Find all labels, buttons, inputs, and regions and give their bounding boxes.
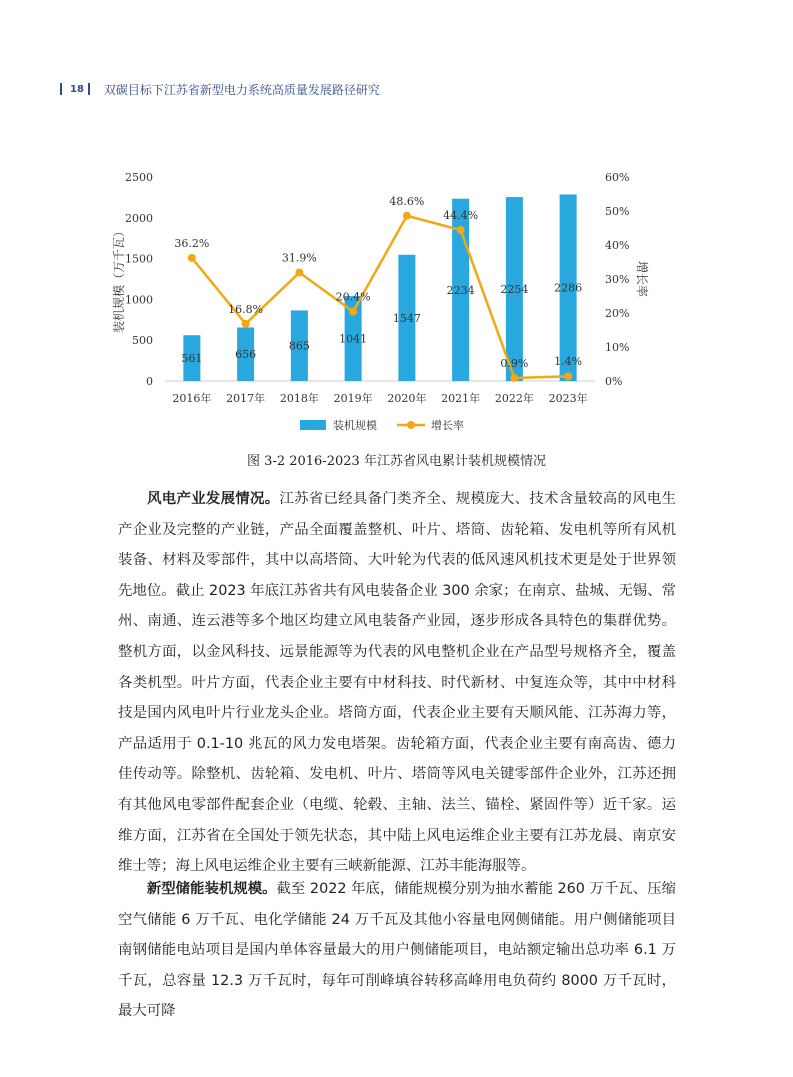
y2-tick-label: 50% [605, 205, 630, 218]
growth-rate-point [457, 226, 465, 234]
paragraph-energy-storage [118, 874, 676, 1027]
header-bar-right [88, 83, 90, 95]
y2-tick-label: 60% [605, 171, 630, 184]
x-tick-label: 2016年 [172, 392, 212, 405]
page-number: 18 [70, 83, 84, 95]
growth-rate-label: 0.9% [500, 356, 529, 370]
x-tick-label: 2017年 [226, 392, 266, 405]
y-tick-label: 2000 [125, 211, 153, 225]
legend-swatch-marker [407, 421, 415, 429]
paragraph-text: 江苏省已经具备门类齐全、规模庞大、技术含量较高的风电生产企业及完整的产业链，产品全面覆盖整机、叶片、塔筒、齿轮箱、发电机等所有风机装备、材料及零部件，其中以高塔筒、大叶轮为代表的低风速风机技术更是处于世界领先地位。截止 2023 年底江苏省共有风电装备企业 300 余家；在南京、盐城、无锡、常州、南通、连云港等多个地区均建立风电装备产业园，逐步形成各具特色的集群优势。整机方面，以金风科技、远景能源等为代表的风电整机企业在产品型号规格齐全，覆盖各类机型。叶片方面，代表企业主要有中材科技、时代新材、中复连众等，其中中材科技是国内风电叶片行业龙头企业。塔筒方面，代表企业主要有天顺风能、江苏海力等，产品适用于 0.1-10 兆瓦的风力发电塔架。齿轮箱方面，代表企业主要有南高齿、德力佳传动等。除整机、齿轮箱、发电机、叶片、塔筒等风电关键零部件企业外，江苏还拥有其他风电零部件配套企业（电缆、轮毂、主轴、法兰、锚栓、紧固件等）近千家。运维方面，江苏省在全国处于领先状态，其中陆上风电运维企业主要有江苏龙晨、南京安维士等；海上风电运维企业主要有三峡新能源、江苏丰能海服等。 [118, 491, 676, 875]
paragraph-text: 截至 2022 年底，储能规模分别为抽水蓄能 260 万千瓦、压缩空气储能 6 万千瓦、电化学储能 24 万千瓦及其他小容量电网侧储能。用户侧储能项目南钢储能电站项目是国内单体容量最大的用户侧储能项目，电站额定输出总功率 6.1 万千瓦，总容量 12.3 万千瓦时，每年可削峰填谷转移高峰用电负荷约 8000 万千瓦时，最大可降 [118, 881, 676, 1020]
paragraph-lead: 新型储能装机规模。 [146, 881, 277, 897]
y-axis-title: 装机规模（万千瓦） [112, 224, 126, 334]
y2-tick-label: 10% [605, 341, 630, 354]
y-tick-label: 0 [146, 375, 153, 388]
legend-label-bar: 装机规模 [333, 419, 377, 432]
y2-axis-title: 增长率 [635, 260, 649, 298]
growth-rate-label: 20.4% [335, 290, 371, 304]
x-tick-label: 2019年 [333, 392, 373, 405]
y2-tick-label: 20% [605, 307, 630, 320]
growth-rate-point [242, 320, 250, 328]
y2-tick-label: 0% [605, 375, 623, 388]
growth-rate-label: 48.6% [389, 194, 425, 208]
y-tick-label: 2500 [125, 171, 153, 184]
bar-value-label: 656 [235, 348, 257, 362]
growth-rate-point [349, 308, 357, 316]
growth-rate-label: 36.2% [174, 236, 210, 250]
bar-value-label: 1041 [339, 332, 368, 346]
paragraph-body [118, 874, 676, 1027]
x-tick-label: 2022年 [494, 392, 534, 405]
bar-value-label: 561 [181, 352, 203, 366]
x-tick-label: 2023年 [548, 392, 588, 405]
growth-rate-point [564, 372, 572, 380]
growth-rate-point [403, 212, 411, 220]
x-tick-label: 2018年 [279, 392, 319, 405]
growth-rate-label: 16.8% [228, 302, 264, 316]
bar-value-label: 865 [288, 339, 310, 353]
growth-rate-point [188, 254, 196, 262]
bar-value-label: 2254 [500, 283, 529, 297]
growth-rate-point [295, 269, 303, 277]
y2-tick-label: 40% [605, 239, 630, 252]
growth-rate-label: 31.9% [281, 251, 317, 265]
x-tick-label: 2020年 [387, 392, 427, 405]
wind-capacity-chart [95, 160, 655, 440]
y-tick-label: 500 [132, 334, 153, 348]
header-bar-left [60, 83, 62, 95]
paragraph-body [118, 484, 676, 882]
legend-label-line: 增长率 [431, 419, 464, 432]
paragraph-lead: 风电产业发展情况。 [146, 491, 280, 507]
growth-rate-point [510, 374, 518, 382]
running-header [60, 80, 380, 98]
paragraph-wind-industry [118, 484, 676, 882]
legend-swatch-bar [300, 420, 326, 430]
y-tick-label: 1000 [125, 293, 153, 307]
bar-value-label: 2234 [446, 283, 475, 297]
y2-tick-label: 30% [605, 273, 630, 286]
running-title: 双碳目标下江苏省新型电力系统高质量发展路径研究 [103, 82, 380, 97]
growth-rate-label: 44.4% [443, 209, 479, 223]
bar-value-label: 1547 [392, 311, 421, 325]
bar-value-label: 2286 [554, 281, 583, 295]
figure-caption: 图 3-2 2016-2023 年江苏省风电累计装机规模情况 [247, 454, 546, 469]
x-tick-label: 2021年 [441, 392, 481, 405]
growth-rate-label: 1.4% [554, 355, 583, 369]
y-tick-label: 1500 [125, 252, 153, 266]
